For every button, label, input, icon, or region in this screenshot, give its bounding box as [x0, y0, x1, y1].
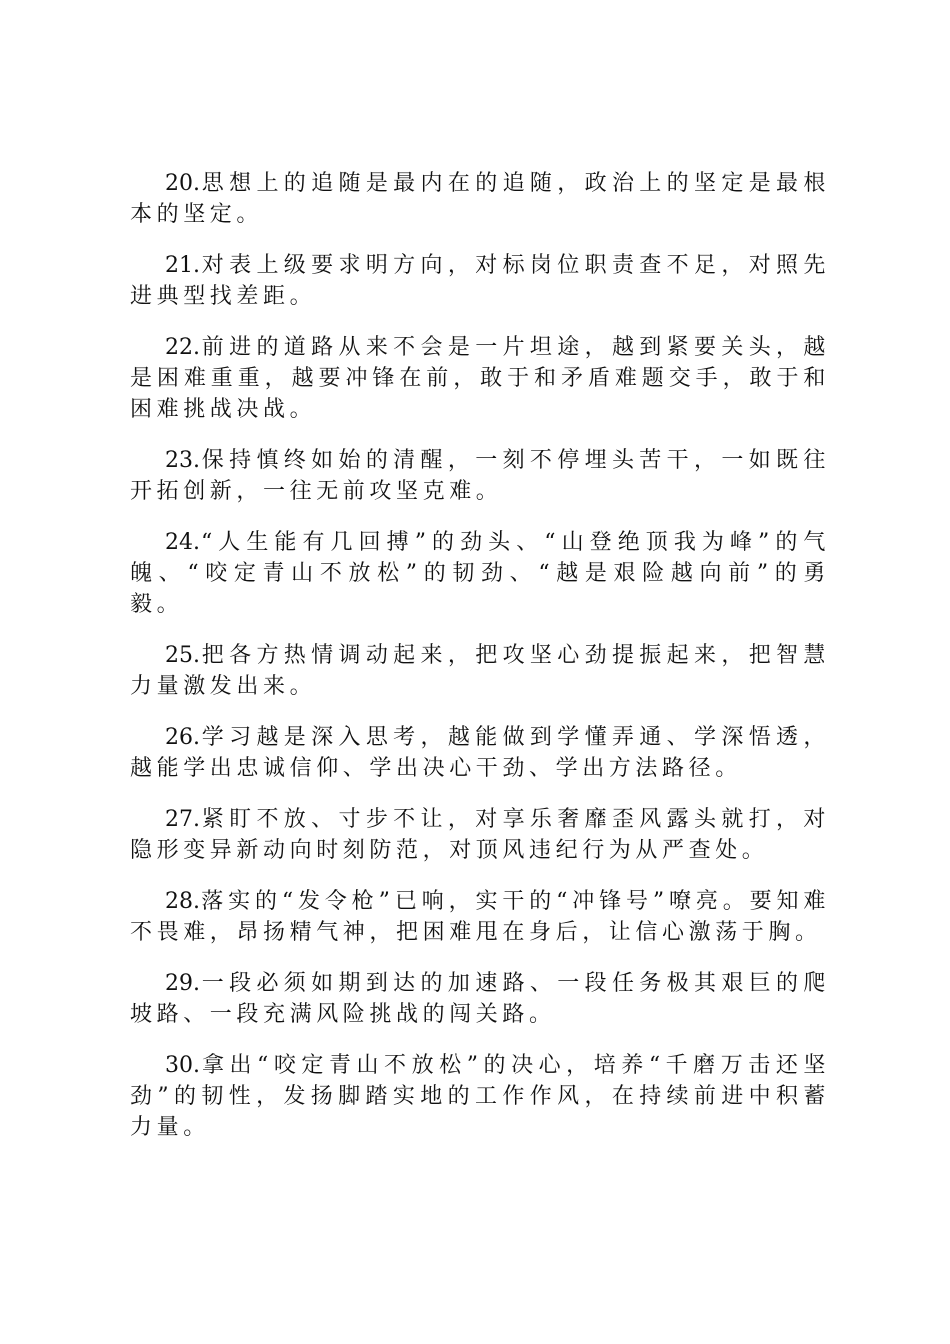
- document-body: [130, 168, 830, 1163]
- paragraph-text: 学习越是深入思考，越能做到学懂弄通、学深悟透，越能学出忠诚信仰、学出决心干劲、学出方法路径。: [130, 725, 830, 781]
- paragraph-number: 23.: [165, 448, 200, 473]
- paragraph-29: [130, 968, 830, 1030]
- paragraph-text: 保持慎终如始的清醒，一刻不停埋头苦干，一如既往开拓创新，一往无前攻坚克难。: [130, 448, 830, 504]
- paragraph-text: 一段必须如期到达的加速路、一段任务极其艰巨的爬坡路、一段充满风险挑战的闯关路。: [130, 971, 830, 1027]
- paragraph-28: [130, 886, 830, 948]
- paragraph-number: 20.: [165, 171, 200, 196]
- paragraph-22: [130, 332, 830, 425]
- paragraph-25: [130, 640, 830, 702]
- paragraph-number: 26.: [165, 725, 200, 750]
- paragraph-number: 25.: [165, 643, 200, 668]
- paragraph-text: 落实的“发令枪”已响，实干的“冲锋号”嘹亮。要知难不畏难，昂扬精气神，把困难甩在身后，让信心激荡于胸。: [130, 889, 830, 945]
- paragraph-30: [130, 1050, 830, 1143]
- paragraph-20: [130, 168, 830, 230]
- paragraph-text: 思想上的追随是最内在的追随，政治上的坚定是最根本的坚定。: [130, 171, 830, 227]
- paragraph-text: 拿出“咬定青山不放松”的决心，培养“千磨万击还坚劲”的韧性，发扬脚踏实地的工作作风，在持续前进中积蓄力量。: [130, 1053, 830, 1140]
- paragraph-24: [130, 527, 830, 620]
- paragraph-27: [130, 804, 830, 866]
- paragraph-21: [130, 250, 830, 312]
- paragraph-text: 前进的道路从来不会是一片坦途，越到紧要关头，越是困难重重，越要冲锋在前，敢于和矛盾难题交手，敢于和困难挑战决战。: [130, 335, 830, 422]
- paragraph-text: 对表上级要求明方向，对标岗位职责查不足，对照先进典型找差距。: [130, 253, 830, 309]
- paragraph-number: 27.: [165, 807, 200, 832]
- paragraph-number: 21.: [165, 253, 200, 278]
- paragraph-number: 24.: [165, 530, 200, 555]
- paragraph-number: 29.: [165, 971, 200, 996]
- paragraph-number: 22.: [165, 335, 200, 360]
- paragraph-number: 30.: [165, 1053, 200, 1078]
- paragraph-26: [130, 722, 830, 784]
- paragraph-23: [130, 445, 830, 507]
- paragraph-number: 28.: [165, 889, 200, 914]
- paragraph-text: 紧盯不放、寸步不让，对享乐奢靡歪风露头就打，对隐形变异新动向时刻防范，对顶风违纪行为从严查处。: [130, 807, 830, 863]
- paragraph-text: 把各方热情调动起来，把攻坚心劲提振起来，把智慧力量激发出来。: [130, 643, 830, 699]
- paragraph-text: “人生能有几回搏”的劲头、“山登绝顶我为峰”的气魄、“咬定青山不放松”的韧劲、“越是艰险越向前”的勇毅。: [130, 530, 830, 617]
